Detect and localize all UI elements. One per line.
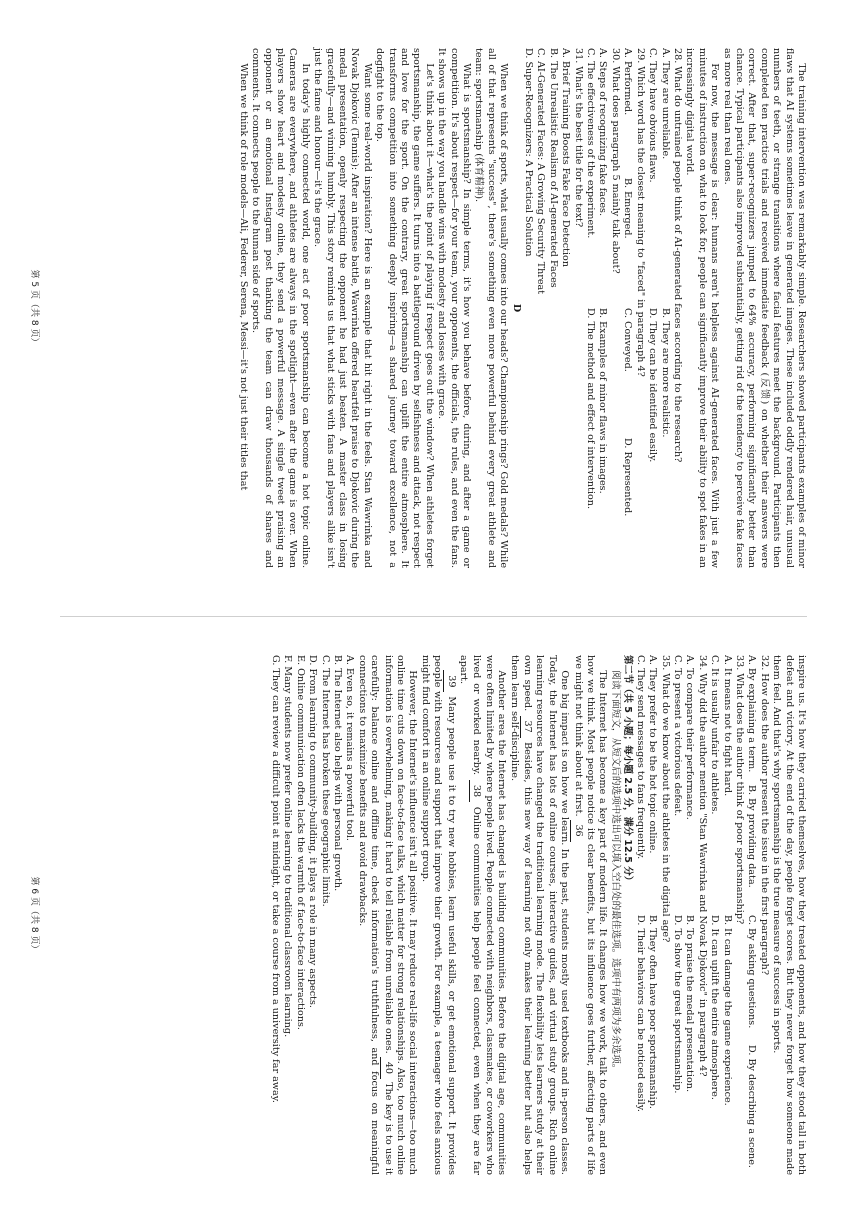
question-30: 30. What does paragraph 5 mainly talk about? xyxy=(609,48,621,274)
question-30-options xyxy=(596,48,608,568)
question-33: 33. What does the author think of poor sportsmanship? xyxy=(733,655,745,925)
page-6 xyxy=(29,655,807,1175)
question-35: 35. What do we know about the athletes in the digital age? xyxy=(659,655,671,943)
cloze-option: F. Many students now prefer online learning to traditional classroom learning. xyxy=(282,655,294,1038)
cloze-option: G. They can review a difficult point at midnight, or take a course from a university far away. xyxy=(269,655,281,1103)
option: A. Performed. xyxy=(622,48,634,116)
option: B. The Unrealistic Realism of AI-generated Faces xyxy=(547,48,559,288)
option: C. They have obvious flaws. xyxy=(647,48,659,183)
option: A. To compare their performance. xyxy=(684,655,696,820)
cloze-text: One big impact is on how we learn. In the past, students mostly used textbooks and in-person classes. Today, the Internet has lots of online courses, interactive guides, and virtual study groups. Rich online learning resources have changed the traditional learning mode. The flexibility lets learners study at their own speed. xyxy=(522,655,571,1175)
cloze-option: E. Online communication often lacks the warmth of face-to-face interactions. xyxy=(294,655,306,1030)
passage-d-paragraph: In today's highly connected world, one act of poor sportsmanship can become a hot topic online. Cameras are everywhere, and athletes are always in the spotlight—even after the game is over. When players show heart and modesty online, they send a powerful message. A single tweet praising an opponent or an emotional Instagram post thanking the team can draw thousands of shares and comments. It connects people to the human side of sports. xyxy=(250,48,311,568)
cloze-paragraph xyxy=(418,655,456,1175)
cloze-text: Many people use it to try new hobbies, learn useful skills, or get emotional support. It provides people with resources and support that improve their growth. For example, a teenager who feels anxious might find comfort in an online support group. xyxy=(419,655,457,1175)
option: B. Emerged. xyxy=(622,178,634,239)
option: A. Steps of recognizing fake faces. xyxy=(597,48,609,217)
question-34: 34. Why did the author mention "Stan Wawrinka and Novak Djokovic" in paragraph 4? xyxy=(696,655,708,1077)
cloze-text: The key is to use it carefully: balance online and offline time, check information's truthfulness, and focus on meaningful connections to maximize benefits and avoid drawbacks. xyxy=(356,655,394,1175)
option: A. They prefer to be the hot topic online. xyxy=(647,655,659,854)
section-2-heading: 第二节（共 5 小题；每小题 2.5 分，满分 12.5 分） xyxy=(622,655,634,886)
question-33-options xyxy=(708,655,720,1175)
page-6-footer: 第 6 页（共 8 页） xyxy=(29,876,39,954)
cloze-paragraph xyxy=(507,655,570,1175)
option: D. By describing a scene. xyxy=(746,1045,758,1168)
option: D. To show the great sportsmanship. xyxy=(671,915,683,1094)
question-28-options xyxy=(658,48,670,568)
option: A. By explaining a term. xyxy=(746,655,758,773)
passage-d-paragraph: What is sportsmanship? In simple terms, it's how you behave before, during, and after a game or competition. It's about respect—for your team, your opponents, the officials, the rules, and even the fans. It shows up in the way you handle wins with modesty and losses with grace. xyxy=(436,48,473,568)
passage-d-paragraph: Let's think about it—what's the point of playing if respect goes out the window? When athletes forget sportsmanship, the game suffers. It turns into a battleground driven by selfishness and attack, not respect and love for the sport. On the contrary, great sportsmanship can uplift the entire atmosphere. It transforms competition into something deeply inspiring—a shared journey toward excellence, not a dogfight to the top. xyxy=(374,48,435,568)
passage-c-paragraph: The training intervention was remarkably simple. Researchers showed participants examples of minor flaws that AI systems sometimes leave in generated images. These included oddly rendered hair, unusual numbers of teeth, or strange transitions where facial features meet the background. Participants then completed ten practice trials and received immediate feedback (反馈) on whether their answers were correct. After that, super-recognizers jumped to 64% accuracy, performing significantly better than chance. Typical participants also improved substantially, getting rid of the tendency to perceive fake faces as more real than real ones. xyxy=(721,48,807,568)
cloze-text: However, the Internet's influence isn't all positive. It may reduce real-life social interactions—too much online time cuts down on face-to-face talks, which matter for strong relationships. Also, too much online information is overwhelming, making it hard to tell reliable from unreliable ones. xyxy=(382,655,419,1175)
blank-37: 37 xyxy=(520,716,533,738)
option: C. To present a victorious defeat. xyxy=(671,655,683,817)
cloze-option: A. Even so, it remains a powerful tool. xyxy=(344,655,356,841)
option: B. They are more realistic. xyxy=(659,308,671,438)
option: C. They send messages to fans frequently. xyxy=(634,655,646,860)
question-30-options xyxy=(584,48,596,568)
section-d-title: D xyxy=(510,303,522,313)
option: D. They can be identified easily. xyxy=(647,308,659,463)
passage-d-paragraph: Want some real-world inspiration? Here is an example that hit right in the feels. Stan Wawrinka and Novak Djokovic (Tennis): After an intense battle, Wawrinka offered heartfelt praise to Djokovic during the medal presentation, openly respecting the opponent he had just beaten. A master class in losing gracefully—and winning humbly. This story reminds us that what sticks with fans and players alike isn't just the fame and honour—it's the grace. xyxy=(312,48,373,568)
question-31: 31. What's the best title for the text? xyxy=(572,48,584,228)
cloze-option: B. The Internet also helps with personal growth. xyxy=(331,655,343,892)
option: C. By asking questions. xyxy=(746,915,758,1029)
page-6-content xyxy=(47,655,807,1175)
option: B. To praise the medal presentation. xyxy=(684,915,696,1092)
option: A. They are unreliable. xyxy=(659,48,671,160)
option: D. Represented. xyxy=(622,438,634,517)
option: D. It can uplift the entire atmosphere. xyxy=(709,915,721,1100)
passage-d-paragraph: When we think of sports, what usually comes into our heads? Championship rings? Gold medals? While all of that represents "success", there's something even more powerful behind every great athlete and team: sportsmanship (体育精神). xyxy=(473,48,510,568)
passage-d-continuation: inspire us. It's how they carried themselves, how they treated opponents, and how they stood tall in both defeat and victory. At the end of the day, people forget scores. But they never forget how someone made them feel. And that's why sportsmanship is the true measure of success in sports. xyxy=(771,655,807,1175)
passage-c-paragraph: For now, the message is clear: humans aren't helpless against AI-generated faces. With just a few minutes of instruction on what to look for, people can significantly improve their ability to spot fakes in an increasingly digital world. xyxy=(684,48,721,568)
question-32-options xyxy=(745,655,757,1175)
section-2-instruction: 阅读下面短文，从短文后的选项中选出可以填入空白处的最佳选项。选项中有两项为多余选项。 xyxy=(609,670,621,1074)
question-34-options xyxy=(671,655,683,1175)
option: B. Examples of minor flaws in images. xyxy=(597,308,609,494)
option: B. They often have poor sportsmanship. xyxy=(647,915,659,1109)
cloze-paragraph xyxy=(570,655,608,1175)
question-29-options xyxy=(621,48,633,568)
question-29: 29. Which word has the closest meaning to "faced" in paragraph 4? xyxy=(634,48,646,377)
cloze-text: Online communities help people feel connected, even when they are far apart. xyxy=(458,655,483,1175)
cloze-option: C. The Internet has broken these geographic limits. xyxy=(319,655,331,907)
option: C. AI-Generated Faces: A Growing Security Threat xyxy=(535,48,547,295)
option: D. Their behaviors can be noticed easily. xyxy=(634,915,646,1112)
option: B. It can damage the game experience. xyxy=(721,915,733,1106)
question-32: 32. How does the author present the issue in the first paragraph? xyxy=(758,655,770,976)
option: C. The effectiveness of the experiment. xyxy=(585,48,597,239)
cloze-paragraph xyxy=(355,655,418,1175)
blank-39: 39 xyxy=(443,670,456,692)
question-34-options xyxy=(683,655,695,1175)
question-33-options xyxy=(720,655,732,1175)
page-5-footer: 第 5 页（共 8 页） xyxy=(29,269,39,347)
option: A. It means not to fight hard. xyxy=(721,655,733,797)
question-35-options xyxy=(633,655,645,1175)
cloze-paragraph xyxy=(457,655,508,1175)
option: D. The method and effect of intervention. xyxy=(585,308,597,510)
cloze-option: D. From learning to community-building, it plays a role in many aspects. xyxy=(307,655,319,1008)
page-5-content xyxy=(47,48,807,568)
question-35-options xyxy=(646,655,658,1175)
option: B. By providing data. xyxy=(746,785,758,888)
blank-36: 36 xyxy=(570,820,583,842)
cloze-text: Besides, this new way of learning not only makes their learning better but also helps them learn self-discipline. xyxy=(508,655,534,1175)
cloze-text: The Internet has become a key part of modern life. It changes how we work, talk to others, and even how we think. Most people notice its clear benefits, but its influence goes further, affecting parts of life we might not think about at first. xyxy=(572,655,609,1175)
option: A. Brief Training Boosts Fake Face Detection xyxy=(560,48,572,267)
cloze-text: Another area the Internet has changed is building communities. Before the digital age, communities were often limited by where people lived. People connected with neighbors, classmates, or coworkers who lived or worked nearby. xyxy=(471,655,508,1175)
blank-40: 40 xyxy=(380,1057,393,1079)
page-divider xyxy=(60,616,807,617)
blank-38: 38 xyxy=(469,780,482,802)
option: C. It is usually unfair to athletes. xyxy=(709,655,721,815)
passage-d-paragraph: When we think of role models—Ali, Federer, Serena, Messi—it's not just their titles that xyxy=(237,63,249,491)
question-28: 28. What do untrained people think of AI-generated faces according to the research? xyxy=(671,48,683,463)
question-28-options xyxy=(646,48,658,568)
page-5 xyxy=(29,48,807,568)
option: C. Conveyed. xyxy=(622,308,634,372)
option: D. Super-Recognizers: A Practical Solution xyxy=(523,48,535,257)
